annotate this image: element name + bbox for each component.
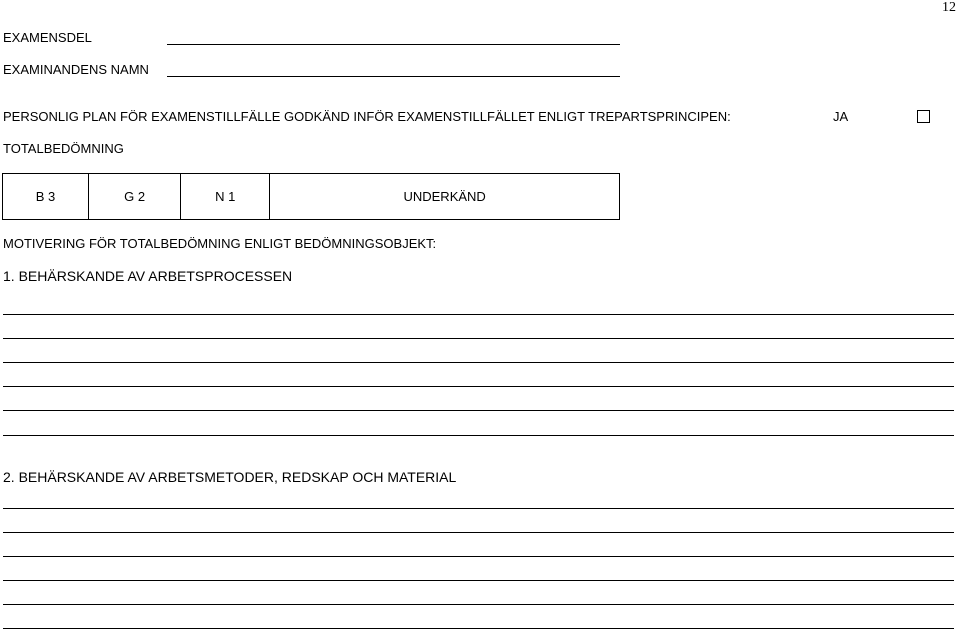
section-1-title: 1. BEHÄRSKANDE AV ARBETSPROCESSEN (3, 268, 293, 284)
section-2-line[interactable] (3, 508, 954, 509)
section-2-title: 2. BEHÄRSKANDE AV ARBETSMETODER, REDSKAP OCH MATERIAL (3, 469, 457, 485)
examensdel-label: EXAMENSDEL (3, 30, 92, 45)
section-2-line[interactable] (3, 604, 954, 605)
totalbedomning-label: TOTALBEDÖMNING (3, 141, 124, 156)
examinandens-namn-label: EXAMINANDENS NAMN (3, 62, 149, 77)
section-2-line[interactable] (3, 556, 954, 557)
section-2-line[interactable] (3, 628, 954, 629)
grade-table (2, 173, 620, 220)
section-1-line[interactable] (3, 338, 954, 339)
section-1-line[interactable] (3, 410, 954, 411)
ja-checkbox[interactable] (917, 110, 930, 123)
page-number: 12 (942, 0, 956, 15)
grade-cell-n1[interactable]: N 1 (181, 174, 270, 220)
section-1-line[interactable] (3, 386, 954, 387)
examensdel-field[interactable] (167, 44, 620, 45)
grade-cell-b3[interactable]: B 3 (3, 174, 89, 220)
grade-cell-underkand[interactable]: UNDERKÄND (270, 174, 620, 220)
examinandens-namn-field[interactable] (167, 76, 620, 77)
section-1-line[interactable] (3, 435, 954, 436)
section-2-line[interactable] (3, 532, 954, 533)
section-1-line[interactable] (3, 314, 954, 315)
section-2-line[interactable] (3, 580, 954, 581)
grade-cell-g2[interactable]: G 2 (89, 174, 181, 220)
section-1-line[interactable] (3, 362, 954, 363)
motivering-label: MOTIVERING FÖR TOTALBEDÖMNING ENLIGT BEDÖMNINGSOBJEKT: (3, 236, 437, 251)
ja-label: JA (833, 109, 849, 124)
personal-plan-label: PERSONLIG PLAN FÖR EXAMENSTILLFÄLLE GODKÄND INFÖR EXAMENSTILLFÄLLET ENLIGT TREPARTSPRINCIPEN: (3, 109, 731, 124)
